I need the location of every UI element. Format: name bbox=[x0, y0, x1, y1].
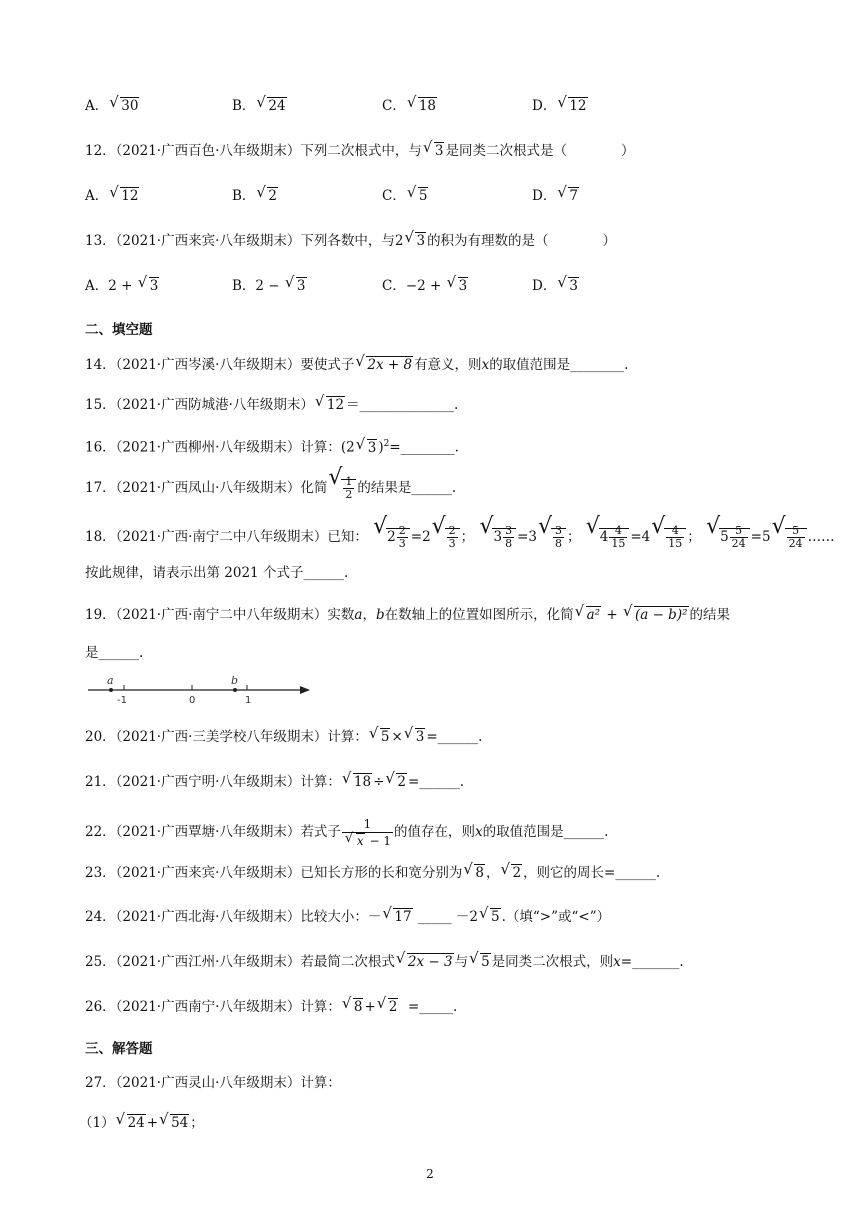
page-number: 2 bbox=[426, 1167, 434, 1181]
question-25: 25．（2021·广西江州·八年级期末）若最简二次根式 √ 2x − 3 与 √ 5 是同类二次根式，则x=_______. bbox=[85, 949, 684, 970]
question-27-part1: （1） √ 24 + √ 54 ； bbox=[79, 1110, 204, 1131]
q11-option-b: B． √ 24 bbox=[232, 93, 286, 114]
q13-option-b: B．2 − √ 3 bbox=[232, 273, 306, 294]
question-27: 27．（2021·广西灵山·八年级期末）计算： bbox=[85, 1075, 341, 1091]
q12-option-c: C． √ 5 bbox=[382, 183, 428, 204]
compare-blank[interactable]: _____ bbox=[417, 909, 452, 925]
question-26: 26．（2021·广西南宁·八年级期末）计算： √ 8 + √ 2 =_____. bbox=[85, 994, 458, 1015]
q12-option-d: D． √ 7 bbox=[532, 183, 578, 204]
number-line-figure bbox=[88, 676, 318, 706]
q13-option-d: D． √ 3 bbox=[532, 273, 578, 294]
question-13: 13．（2021·广西来宾·八年级期末）下列各数中，与2 √ 3 的积为有理数的是（ ） bbox=[85, 228, 617, 249]
label-one: 1 bbox=[245, 695, 252, 706]
question-18: 18．（2021·广西·南宁二中八年级期末）已知： √ 2 $\frac{2}{3}$ =2 √ $\frac{2}{3}$ ； √ 3 $\frac{3}{8}$ =3 √ $\frac{3}{8}$ ； √ 4 $\frac{4}{15}$ =4 √ $\frac{4}{15}$ ； √ 5 $\frac{5}{24}$ =5 √ $\frac{5}{24}$ …… bbox=[85, 514, 835, 550]
q12-option-b: B． √ 2 bbox=[232, 183, 278, 204]
question-21: 21．（2021·广西宁明·八年级期末）计算： √ 18 ÷ √ 2 =______. bbox=[85, 769, 465, 790]
arrow-icon bbox=[300, 686, 310, 694]
q11-option-d: D． √ 12 bbox=[532, 93, 587, 114]
question-17: 17．（2021·广西凤山·八年级期末）化简 √ $\frac{1}{2}$ 的结果是______. bbox=[85, 465, 457, 501]
question-14: 14．（2021·广西岑溪·八年级期末）要使式子 √ 2x + 8 有意义，则x的取值范围是________. bbox=[85, 352, 629, 373]
label-b: b bbox=[231, 676, 239, 687]
section-answer-title: 三、解答题 bbox=[85, 1041, 153, 1057]
question-19-line2: 是______. bbox=[85, 645, 144, 661]
question-12: 12．（2021·广西百色·八年级期末）下列二次根式中，与 √ 3 是同类二次根式是（ ） bbox=[85, 138, 635, 159]
question-15: 15．（2021·广西防城港·八年级期末） √ 12 ＝______________. bbox=[85, 392, 459, 413]
q13-option-a: A．2 + √ 3 bbox=[85, 273, 159, 294]
q11-option-c: C． √ 18 bbox=[382, 93, 437, 114]
q13-option-c: C．−2 + √ 3 bbox=[382, 273, 468, 294]
question-20: 20．（2021·广西·三美学校八年级期末）计算： √ 5 × √ 3 =______. bbox=[85, 724, 483, 745]
question-24: 24．（2021·广西北海·八年级期末）比较大小：－ √ 17 _____ －2 √ 5 .（填“>”或“<”） bbox=[85, 904, 611, 925]
label-minus-one: -1 bbox=[117, 695, 127, 706]
q12-option-a: A． √ 12 bbox=[85, 183, 139, 204]
label-zero: 0 bbox=[189, 695, 196, 706]
question-23: 23．（2021·广西来宾·八年级期末）已知长方形的长和宽分别为 √ 8 ， √ 2 ，则它的周长=______. bbox=[85, 860, 661, 881]
point-b bbox=[233, 688, 237, 692]
point-a bbox=[109, 688, 113, 692]
question-16: 16．（2021·广西柳州·八年级期末）计算：(2 √ 3 )$^2$=________. bbox=[85, 434, 459, 456]
question-19: 19．（2021·广西·南宁二中八年级期末）实数a，b在数轴上的位置如图所示，化简 √ a² + √ (a − b)² 的结果 bbox=[85, 602, 730, 623]
section-fill-in-title: 二、填空题 bbox=[85, 322, 153, 338]
question-22: 22．（2021·广西覃塘·八年级期末）若式子 1 √ x − 1 的值存在，则x的取值范围是______. bbox=[85, 817, 609, 848]
label-a: a bbox=[107, 676, 114, 687]
q11-option-a: A． √ 30 bbox=[85, 93, 139, 114]
question-18-line2: 按此规律，请表示出第 2021 个式子______. bbox=[85, 565, 349, 581]
